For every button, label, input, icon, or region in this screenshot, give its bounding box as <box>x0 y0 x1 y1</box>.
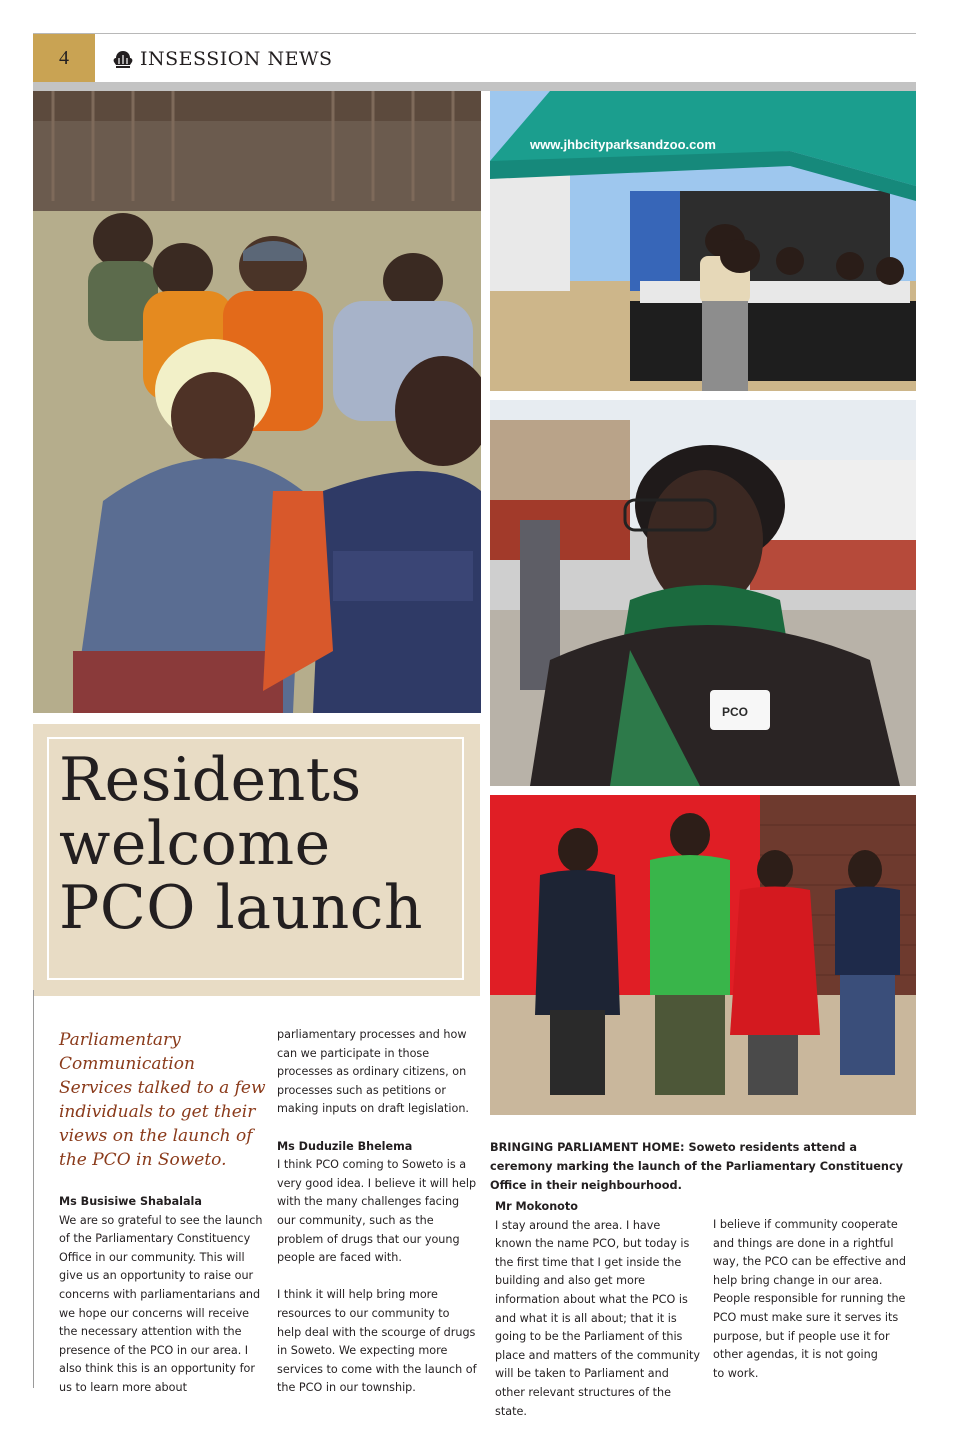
quote-paragraph: I think it will help bring more resources to our community to help deal with the scourge of drugs in Soweto. We expecting more services to come with the launch of the PCO in our township. <box>277 1288 477 1395</box>
standfirst: Parliamentary Communication Services talked to a few individuals to get their views on the launch of the PCO in Soweto. <box>59 1030 266 1170</box>
quote-paragraph: parliamentary processes and how can we participate in those processes as ordinary citizens, on processes such as petitions or making inputs on draft legislation. <box>277 1028 469 1116</box>
publication-title: INSESSION NEWS <box>140 48 333 70</box>
top-rule <box>33 33 916 34</box>
interviewee-name: Ms Duduzile Bhelema <box>277 1139 413 1153</box>
headline-line: Residents <box>59 745 362 815</box>
headline-panel <box>33 724 480 996</box>
caption-text: Soweto residents attend a ceremony marking the launch of the Parliamentary Constituency Office in their neighbourhood. <box>490 1141 904 1192</box>
quote-paragraph: I stay around the area. I have known the name PCO, but today is the first time that I get inside the building and also get more information about what the PCO is and what it is all about; that it is going to be the Parliament of this place and matters of the community will be taken to Parliament and other relevant structures of the state. <box>495 1218 700 1418</box>
article-column-3 <box>495 1198 700 1440</box>
speaker-under-tent-photo <box>490 91 916 391</box>
quote-paragraph <box>713 1216 916 1383</box>
quote-text-end: to work. <box>713 1366 759 1380</box>
article-column-2 <box>277 1026 477 1416</box>
header-bar <box>33 82 916 91</box>
headline-line: welcome <box>59 809 331 879</box>
caption-lead: BRINGING PARLIAMENT HOME: <box>490 1141 685 1154</box>
headline-line: PCO launch <box>59 873 424 943</box>
name-badge-text: PCO <box>722 705 749 719</box>
tent-url-text: www.jhbcityparksandzoo.com <box>530 137 716 152</box>
masthead <box>112 44 333 74</box>
page-number: 4 <box>33 34 95 82</box>
interviewee-name: Mr Mokonoto <box>495 1200 578 1213</box>
woman-green-scarf-photo <box>490 400 916 786</box>
parliament-emblem-icon <box>112 49 134 69</box>
quote-text: I believe if community cooperate and things are done in a rightful way, the PCO can be effective and help bring change in our area. People responsible for running the PCO must make sure it serves its purpose, but if people use it for other agendas, it is not going <box>713 1218 906 1362</box>
quote-paragraph: We are so grateful to see the launch of the Parliamentary Constituency Office in our community. This will give us an opportunity to raise our concerns with parliamentarians and we hope our concerns will receive the necessary attention with the presence of the PCO in our area. I also think this is an opportunity for us to learn more about <box>59 1213 263 1394</box>
interviewee-name: Ms Busisiwe Shabalala <box>59 1195 202 1208</box>
article-headline <box>59 745 424 943</box>
photo-caption <box>490 1138 920 1195</box>
article-column-1 <box>59 1193 264 1416</box>
column-rule <box>33 990 34 1388</box>
seated-residents-photo <box>33 91 481 713</box>
article-column-4 <box>713 1216 916 1402</box>
quote-paragraph: I think PCO coming to Soweto is a very good idea. I believe it will help with the many challenges facing our community, such as the problem of drugs that our young people are faced with. <box>277 1158 477 1265</box>
four-officials-photo <box>490 795 916 1115</box>
